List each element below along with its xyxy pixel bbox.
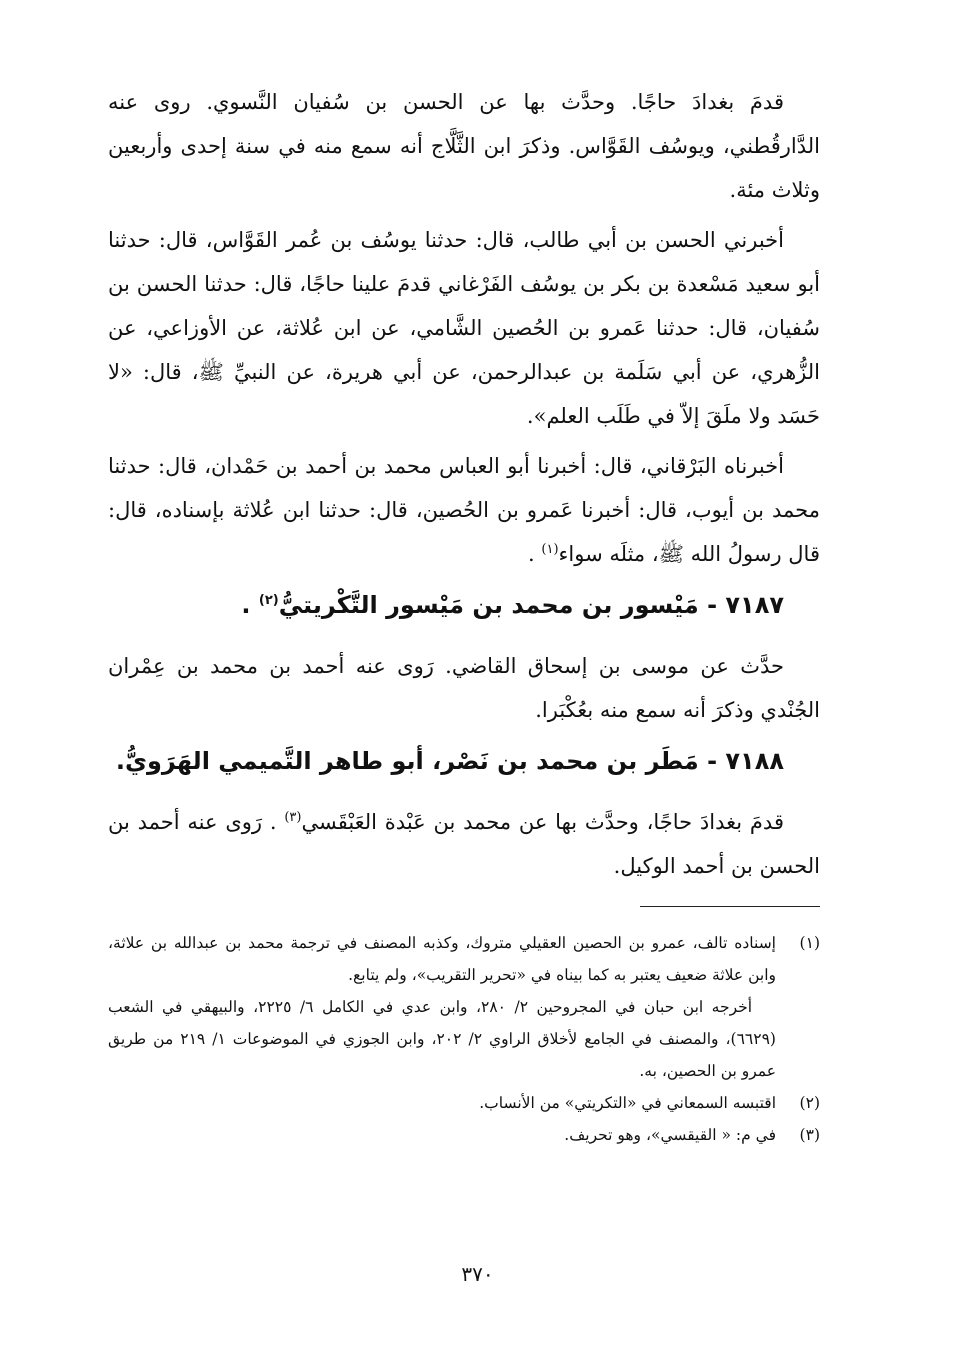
paragraph-4-text: حدَّث عن موسى بن إسحاق القاضي. رَوى عنه أحمد بن محمد بن عِمْران الجُنْدي وذكرَ أنه سمع منه بعُكْبَرا. (108, 654, 820, 722)
page-content (108, 80, 820, 1151)
footnote-2-number: (٢) (799, 1094, 820, 1112)
paragraph-5-end: . رَوى عنه أحمد بن الحسن بن أحمد الوكيل. (108, 810, 820, 878)
page-number: ٣٧٠ (461, 1262, 494, 1286)
main-text (108, 80, 820, 576)
footnote-3-text: في م: « القيقسي»، وهو تحريف. (564, 1126, 776, 1144)
entry-heading-7187-end: . (241, 591, 251, 619)
paragraph-4 (108, 644, 820, 732)
footnote-1 (108, 927, 820, 991)
paragraph-3 (108, 444, 820, 576)
entry-heading-7187 (108, 582, 820, 628)
paragraph-3-end: . (528, 542, 535, 566)
main-text-3 (108, 800, 820, 888)
footnote-2-text: اقتبسه السمعاني في «التكريتي» من الأنساب. (479, 1094, 776, 1112)
footnote-1-number: (١) (799, 934, 820, 952)
footnote-ref-1[interactable]: (١) (541, 542, 559, 557)
footnote-3-number: (٣) (799, 1126, 820, 1144)
paragraph-1 (108, 80, 820, 212)
footnote-1-continuation: أخرجه ابن حبان في المجروحين ٢/ ٢٨٠، وابن عدي في الكامل ٦/ ٢٢٢٥، والبيهقي في الشعب (٦٦٢٩)، والمصنف في الجامع لأخلاق الراوي ٢/ ٢٠٢، وابن الجوزي في الموضوعات ١/ ٢١٩ من طريق عمرو بن الحصين، به. (108, 998, 776, 1080)
paragraph-1-text: قدمَ بغدادَ حاجًا. وحدَّث بها عن الحسن بن سُفيان النَّسوي. روى عنه الدَّارقُطني، ويوسُف القَوَّاس. وذكرَ ابن الثَّلَّاج أنه سمع منه في سنة إحدى وأربعين وثلاث مئة. (108, 90, 820, 202)
paragraph-5-text: قدمَ بغدادَ حاجًا، وحدَّث بها عن محمد بن عَبْدة العَبْقَسي (301, 810, 784, 834)
main-text-2 (108, 644, 820, 732)
paragraph-2-text: أخبرني الحسن بن أبي طالب، قال: حدثنا يوسُف بن عُمر القَوَّاس، قال: حدثنا أبو سعيد مَسْعدة بن بكر بن يوسُف الفَرْغاني قدمَ علينا حاجًا، قال: حدثنا الحسن بن سُفيان، قال: حدثنا عَمرو بن الحُصين الشَّامي، عن ابن عُلاثة، عن الأوزاعي، عن الزُّهري، عن أبي سَلَمة بن عبدالرحمن، عن أبي هريرة، عن النبيِّ ﷺ، قال: «لا حَسَد ولا ملَقَ إلاّ في طَلَب العلم». (108, 228, 820, 428)
footnotes (108, 927, 820, 1151)
footnote-separator (640, 906, 820, 907)
footnote-1-text: إسناده تالف، عمرو بن الحصين العقيلي متروك، وكذبه المصنف في ترجمة محمد بن عبدالله بن علاثة، وابن علاثة ضعيف يعتبر به كما بيناه في «تحرير التقريب»، ولم يتابع. (108, 934, 776, 984)
entry-heading-7188-text: ٧١٨٨ - مَطَر بن محمد بن نَصْر، أبو طاهر التَّميمي الهَرَويُّ. (115, 747, 784, 775)
entry-heading-7187-text: ٧١٨٧ - مَيْسور بن محمد بن مَيْسور التَّكْريتيُّ (278, 591, 784, 619)
footnote-3 (108, 1119, 820, 1151)
entry-heading-7188 (108, 738, 820, 784)
footnote-ref-2[interactable]: (٢) (258, 593, 279, 608)
footnote-ref-3[interactable]: (٣) (284, 810, 302, 825)
footnote-2 (108, 1087, 820, 1119)
paragraph-3-text: أخبرناه البَرْقاني، قال: أخبرنا أبو العباس محمد بن أحمد بن حَمْدان، قال: حدثنا محمد بن أيوب، قال: أخبرنا عَمرو بن الحُصين، قال: حدثنا ابن عُلاثة بإسناده، قال: قال رسولُ الله ﷺ، مثلَه سواء (108, 454, 820, 566)
paragraph-5 (108, 800, 820, 888)
paragraph-2 (108, 218, 820, 438)
